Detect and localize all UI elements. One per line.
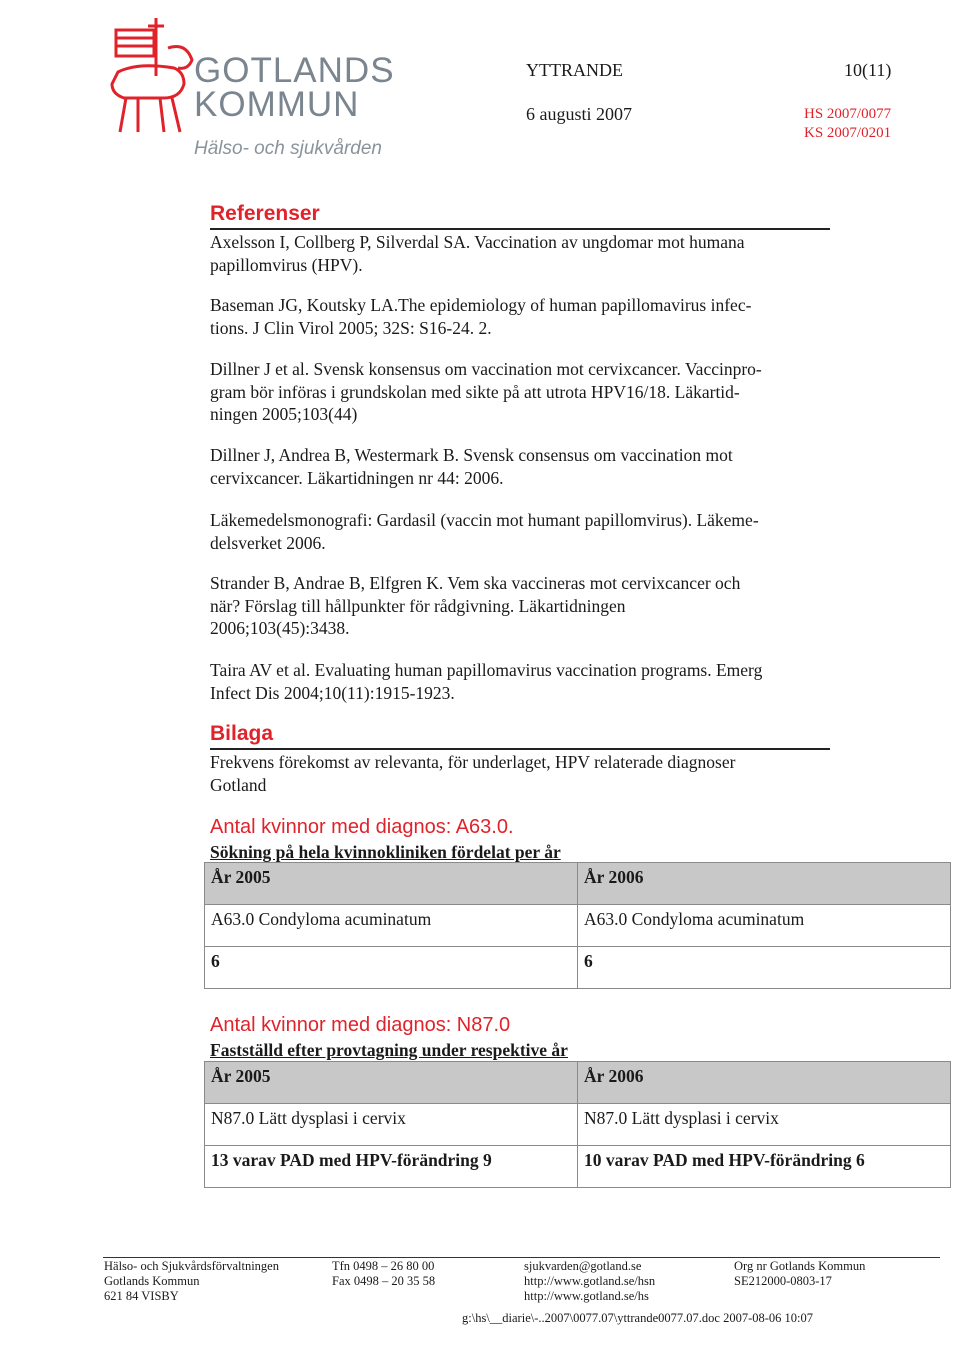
- table-cell: [578, 947, 951, 989]
- header-text: År 2005: [211, 1066, 271, 1086]
- table-cell: [205, 905, 578, 947]
- page-number: 10(11): [844, 60, 892, 80]
- reference-item: [210, 231, 840, 276]
- logo-name-line1: GOTLANDS: [194, 51, 395, 90]
- appendix-rule: [210, 748, 830, 750]
- logo-subtitle: Hälso- och sjukvården: [194, 138, 382, 159]
- cell-text: 10 varav PAD med HPV-förändring 6: [584, 1150, 865, 1170]
- reference-line: Strander B, Andrae B, Elfgren K. Vem ska vaccineras mot cervixcancer och: [210, 573, 741, 593]
- header-text: År 2006: [584, 867, 644, 887]
- footer-line: 621 84 VISBY: [104, 1289, 179, 1303]
- gotlands-kommun-logo: [108, 14, 398, 164]
- reference-line: 2006;103(45):3438.: [210, 618, 350, 638]
- reference-item: [210, 358, 840, 426]
- reference-hs: HS 2007/0077: [804, 106, 892, 122]
- appendix-intro-line: Gotland: [210, 774, 267, 795]
- table-header-cell: [578, 1062, 951, 1104]
- table2-title: Antal kvinnor med diagnos: N87.0: [210, 1014, 511, 1036]
- reference-item: [210, 509, 840, 554]
- reference-line: Dillner J et al. Svensk konsensus om vaccination mot cervixcancer. Vaccinpro-: [210, 359, 762, 379]
- appendix-intro: [210, 751, 840, 796]
- logo-name-line2: KOMMUN: [194, 85, 360, 124]
- reference-line: när? Förslag till hållpunkter för rådgivning. Läkartidningen: [210, 595, 626, 616]
- cell-text: 6: [584, 951, 593, 971]
- header-text: År 2006: [584, 1066, 644, 1086]
- table-row: [205, 905, 951, 947]
- table2-subtitle: Fastställd efter provtagning under respektive år: [210, 1040, 568, 1060]
- logo-name: [194, 51, 395, 124]
- footer-line: Hälso- och Sjukvårdsförvaltningen: [104, 1259, 279, 1273]
- cell-text: 6: [211, 951, 220, 971]
- reference-line: Infect Dis 2004;10(11):1915-1923.: [210, 682, 455, 703]
- appendix-heading: Bilaga: [210, 722, 274, 745]
- references-heading: Referenser: [210, 202, 320, 225]
- reference-line: gram bör införas i grundskolan med sikte på att utrota HPV16/18. Läkartid-: [210, 381, 740, 402]
- appendix-intro-line: Frekvens förekomst av relevanta, för underlaget, HPV relaterade diagnoser: [210, 752, 736, 772]
- cell-text: A63.0 Condyloma acuminatum: [211, 909, 432, 929]
- footer-phone: [332, 1259, 435, 1289]
- references-rule: [210, 228, 830, 230]
- table1-title: Antal kvinnor med diagnos: A63.0.: [210, 816, 514, 838]
- footer-line: SE212000-0803-17: [734, 1274, 832, 1288]
- table-cell: [205, 1146, 578, 1188]
- reference-line: tions. J Clin Virol 2005; 32S: S16-24. 2.: [210, 317, 492, 338]
- footer-rule: [103, 1257, 940, 1258]
- reference-line: delsverket 2006.: [210, 532, 326, 553]
- reference-line: Dillner J, Andrea B, Westermark B. Svensk consensus om vaccination mot: [210, 445, 733, 465]
- footer-email-link[interactable]: sjukvarden@gotland.se: [524, 1259, 642, 1273]
- header-text: År 2005: [211, 867, 271, 887]
- table-row: [205, 947, 951, 989]
- footer-org: [734, 1259, 865, 1289]
- reference-ks: KS 2007/0201: [804, 125, 892, 141]
- footer-line: Fax 0498 – 20 35 58: [332, 1274, 436, 1288]
- reference-line: papillomvirus (HPV).: [210, 254, 363, 275]
- table-header-cell: [205, 1062, 578, 1104]
- footer-web: [524, 1259, 655, 1304]
- reference-line: Taira AV et al. Evaluating human papillomavirus vaccination programs. Emerg: [210, 660, 763, 680]
- reference-line: cervixcancer. Läkartidningen nr 44: 2006.: [210, 467, 504, 488]
- table-cell: [578, 905, 951, 947]
- reference-item: [210, 444, 840, 489]
- reference-line: Läkemedelsmonografi: Gardasil (vaccin mot humant papillomvirus). Läkeme-: [210, 510, 759, 530]
- table1-subtitle: Sökning på hela kvinnokliniken fördelat per år: [210, 842, 561, 862]
- footer-web-link[interactable]: http://www.gotland.se/hsn: [524, 1274, 656, 1288]
- table-row: [205, 1146, 951, 1188]
- footer-file-path: g:\hs\__diarie\-..2007\0077.07\yttrande0077.07.doc 2007-08-06 10:07: [462, 1311, 813, 1325]
- reference-item: [210, 572, 840, 640]
- reference-item: [210, 294, 840, 339]
- footer-line: Gotlands Kommun: [104, 1274, 200, 1288]
- table-cell: [205, 947, 578, 989]
- footer-web-link[interactable]: http://www.gotland.se/hs: [524, 1289, 649, 1303]
- table-header-cell: [205, 863, 578, 905]
- gotland-ram-icon: [108, 14, 198, 164]
- cell-text: N87.0 Lätt dysplasi i cervix: [584, 1108, 779, 1128]
- table-cell: [205, 1104, 578, 1146]
- reference-line: ningen 2005;103(44): [210, 404, 358, 424]
- cell-text: N87.0 Lätt dysplasi i cervix: [211, 1108, 406, 1128]
- table-header-row: [205, 863, 951, 905]
- reference-line: Baseman JG, Koutsky LA.The epidemiology of human papillomavirus infec-: [210, 295, 752, 315]
- document-type: YTTRANDE: [526, 60, 623, 80]
- cell-text: A63.0 Condyloma acuminatum: [584, 909, 805, 929]
- footer-line: Tfn 0498 – 26 80 00: [332, 1259, 435, 1273]
- table-cell: [578, 1146, 951, 1188]
- footer-line: Org nr Gotlands Kommun: [734, 1259, 866, 1273]
- table-row: [205, 1104, 951, 1146]
- document-date: 6 augusti 2007: [526, 104, 632, 124]
- reference-line: Axelsson I, Collberg P, Silverdal SA. Vaccination av ungdomar mot humana: [210, 232, 745, 252]
- table-header-row: [205, 1062, 951, 1104]
- table-header-cell: [578, 863, 951, 905]
- footer-address: [104, 1259, 279, 1304]
- reference-item: [210, 659, 840, 704]
- table1: [204, 862, 951, 989]
- table2: [204, 1061, 951, 1188]
- table-cell: [578, 1104, 951, 1146]
- cell-text: 13 varav PAD med HPV-förändring 9: [211, 1150, 492, 1170]
